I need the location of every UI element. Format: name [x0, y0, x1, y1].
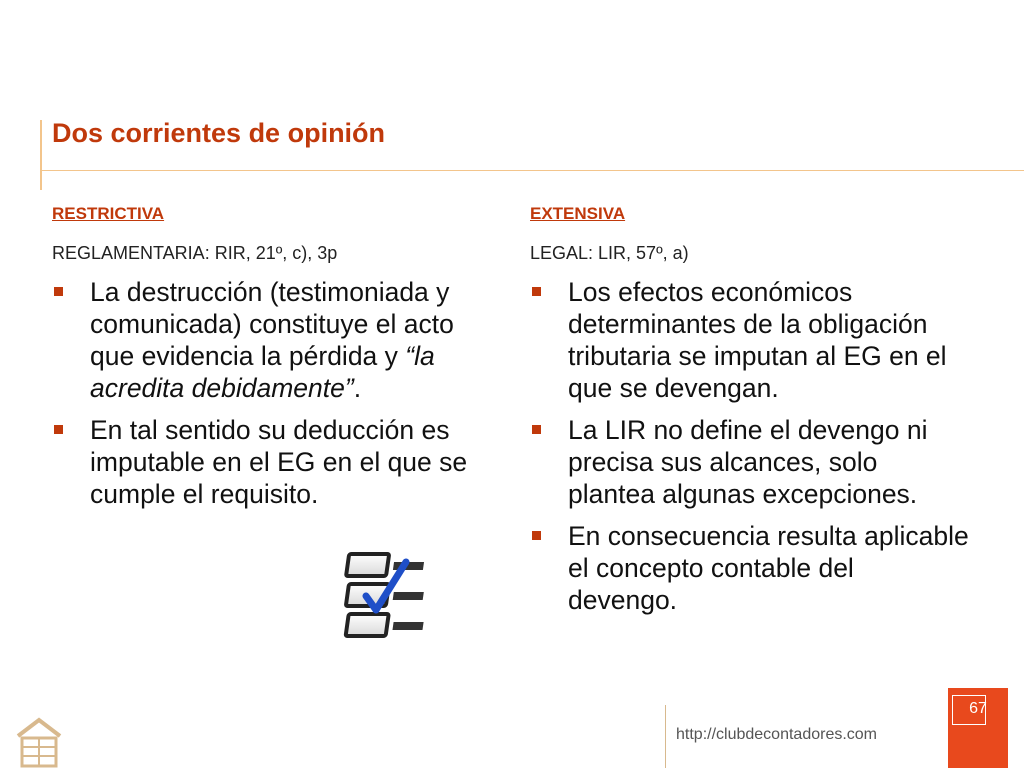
left-column-heading: RESTRICTIVA [52, 204, 165, 223]
checklist-icon [330, 548, 435, 640]
right-column [530, 202, 970, 626]
slide-title: Dos corrientes de opinión [52, 118, 386, 148]
page-number-frame [952, 695, 986, 725]
square-bullet-icon [54, 425, 63, 434]
building-logo-icon [14, 712, 64, 768]
bullet-text: . [353, 373, 362, 403]
bullet-text: “la acredita debidamente” [90, 341, 435, 403]
bullet-item [530, 414, 970, 510]
bullet-text: La LIR no define el devengo ni precisa sus alcances, solo plantea algunas excepciones. [568, 415, 928, 509]
bullet-text: En tal sentido su deducción es imputable en el EG en el que se cumple el requisito. [90, 415, 468, 509]
right-bullet-list [530, 276, 970, 616]
bullet-item [530, 520, 970, 616]
bullet-text: Los efectos económicos determinantes de la obligación tributaria se imputan al EG en el que se devengan. [568, 277, 947, 403]
square-bullet-icon [54, 287, 63, 296]
left-bullet-list [52, 276, 497, 510]
square-bullet-icon [532, 425, 541, 434]
square-bullet-icon [532, 531, 541, 540]
bullet-text: En consecuencia resulta aplicable el concepto contable del devengo. [568, 521, 969, 615]
page-number: 67 [969, 700, 987, 717]
right-column-subheading: LEGAL: LIR, 57º, a) [530, 243, 689, 263]
title-horizontal-rule [40, 170, 1024, 171]
footer-divider [665, 705, 666, 768]
bullet-item [52, 414, 497, 510]
left-column [52, 202, 497, 520]
left-column-subheading: REGLAMENTARIA: RIR, 21º, c), 3p [52, 243, 338, 263]
bullet-text: La destrucción (testimoniada y comunicada) constituye el acto que evidencia la pérdida y [90, 277, 454, 371]
bullet-item [52, 276, 497, 404]
footer-url[interactable]: http://clubdecontadores.com [676, 726, 878, 743]
title-vertical-rule [40, 120, 42, 190]
bullet-item [530, 276, 970, 404]
right-column-heading: EXTENSIVA [530, 204, 626, 223]
square-bullet-icon [532, 287, 541, 296]
